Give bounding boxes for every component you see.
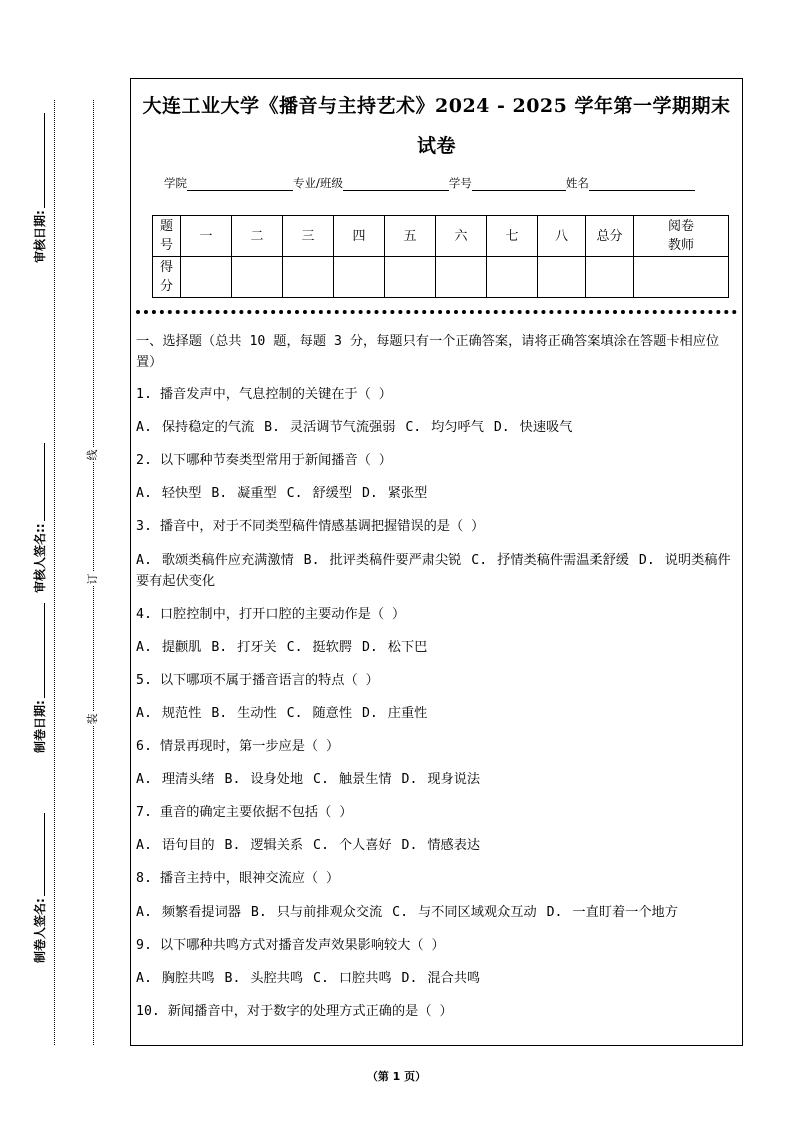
exam-frame bbox=[130, 78, 743, 1046]
binding-char: 订 bbox=[86, 573, 99, 585]
name-input[interactable] bbox=[589, 177, 695, 191]
question-8: 8. 播音主持中，眼神交流应（ ） bbox=[136, 871, 340, 886]
binding-dotted-line-outer bbox=[54, 100, 55, 1045]
question-10: 10. 新闻播音中，对于数字的处理方式正确的是（ ） bbox=[136, 1004, 453, 1019]
college-input[interactable] bbox=[187, 177, 293, 191]
question-section bbox=[136, 331, 737, 1035]
question-1: 1. 播音发声中，气息控制的关键在于（ ） bbox=[136, 387, 392, 402]
score-cell-total[interactable] bbox=[586, 257, 634, 298]
options-9: A. 胸腔共鸣 B. 头腔共鸣 C. 口腔共鸣 D. 混合共鸣 bbox=[136, 971, 481, 986]
major-label: 专业/班级 bbox=[293, 176, 343, 190]
options-1: A. 保持稳定的气流 B. 灵活调节气流强弱 C. 均匀呼气 D. 快速吸气 bbox=[136, 420, 573, 435]
make-date-label: 制卷日期: bbox=[33, 700, 47, 753]
maker-signature-field[interactable] bbox=[32, 813, 48, 963]
score-cell[interactable] bbox=[538, 257, 586, 298]
options-6: A. 理清头绪 B. 设身处地 C. 触景生情 D. 现身说法 bbox=[136, 772, 481, 787]
major-input[interactable] bbox=[343, 177, 449, 191]
options-4: A. 提颧肌 B. 打牙关 C. 挺软腭 D. 松下巴 bbox=[136, 640, 428, 655]
exam-title-line1: 大连工业大学《播音与主持艺术》2024 - 2025 学年第一学期期末 bbox=[142, 95, 731, 117]
score-cell[interactable] bbox=[487, 257, 538, 298]
score-row-head: 得 分 bbox=[153, 257, 181, 298]
col-head-5: 五 bbox=[385, 216, 436, 257]
make-date-field[interactable] bbox=[32, 603, 48, 753]
options-8: A. 频繁看提词器 B. 只与前排观众交流 C. 与不同区域观众互动 D. 一直盯着一个地方 bbox=[136, 905, 678, 920]
col-head-total: 总分 bbox=[586, 216, 634, 257]
col-head-7: 七 bbox=[487, 216, 538, 257]
question-number-head: 题 号 bbox=[153, 216, 181, 257]
id-label: 学号 bbox=[448, 176, 472, 190]
col-head-2: 二 bbox=[232, 216, 283, 257]
exam-title-line2: 试卷 bbox=[416, 135, 456, 157]
maker-signature-label: 制卷人签名: bbox=[33, 898, 47, 963]
grader-cell[interactable] bbox=[634, 257, 729, 298]
reviewer-signature-field[interactable] bbox=[32, 443, 48, 593]
col-head-3: 三 bbox=[283, 216, 334, 257]
name-label: 姓名 bbox=[565, 176, 589, 190]
id-input[interactable] bbox=[472, 177, 566, 191]
score-cell[interactable] bbox=[436, 257, 487, 298]
score-cell[interactable] bbox=[283, 257, 334, 298]
question-4: 4. 口腔控制中，打开口腔的主要动作是（ ） bbox=[136, 607, 406, 622]
dotted-separator bbox=[136, 310, 737, 314]
grader-head: 阅卷 教师 bbox=[634, 216, 729, 257]
cut-line-char: 线 bbox=[86, 449, 99, 461]
question-5: 5. 以下哪项不属于播音语言的特点（ ） bbox=[136, 673, 379, 688]
question-9: 9. 以下哪种共鸣方式对播音发声效果影响较大（ ） bbox=[136, 938, 445, 953]
question-6: 6. 情景再现时，第一步应是（ ） bbox=[136, 739, 340, 754]
review-date-label: 审核日期: bbox=[33, 210, 47, 263]
options-7: A. 语句目的 B. 逻辑关系 C. 个人喜好 D. 情感表达 bbox=[136, 838, 481, 853]
options-3: A. 歌颂类稿件应充满激情 B. 批评类稿件要严肃尖锐 C. 抒情类稿件需温柔舒缓 D. 说明类稿件要有起伏变化 bbox=[136, 553, 731, 589]
options-5: A. 规范性 B. 生动性 C. 随意性 D. 庄重性 bbox=[136, 706, 428, 721]
score-table bbox=[152, 215, 729, 298]
score-table-header-row bbox=[153, 216, 729, 257]
question-3: 3. 播音中，对于不同类型稿件情感基调把握错误的是（ ） bbox=[136, 519, 485, 534]
score-cell[interactable] bbox=[334, 257, 385, 298]
score-cell[interactable] bbox=[232, 257, 283, 298]
question-7: 7. 重音的确定主要依据不包括（ ） bbox=[136, 805, 353, 820]
options-2: A. 轻快型 B. 凝重型 C. 舒缓型 D. 紧张型 bbox=[136, 486, 428, 501]
score-table-score-row bbox=[153, 257, 729, 298]
col-head-6: 六 bbox=[436, 216, 487, 257]
page-number: （第 1 页） bbox=[366, 1070, 427, 1083]
student-info-row bbox=[164, 175, 695, 191]
section-heading: 一、选择题（总共 10 题，每题 3 分，每题只有一个正确答案，请将正确答案填涂在答题卡相应位置） bbox=[136, 334, 720, 370]
college-label: 学院 bbox=[164, 176, 187, 190]
question-2: 2. 以下哪种节奏类型常用于新闻播音（ ） bbox=[136, 453, 392, 468]
score-cell[interactable] bbox=[181, 257, 232, 298]
col-head-8: 八 bbox=[538, 216, 586, 257]
review-date-field[interactable] bbox=[32, 113, 48, 263]
col-head-4: 四 bbox=[334, 216, 385, 257]
col-head-1: 一 bbox=[181, 216, 232, 257]
staple-char: 装 bbox=[86, 713, 99, 725]
score-cell[interactable] bbox=[385, 257, 436, 298]
reviewer-signature-label: 审核人签名:: bbox=[33, 523, 47, 593]
